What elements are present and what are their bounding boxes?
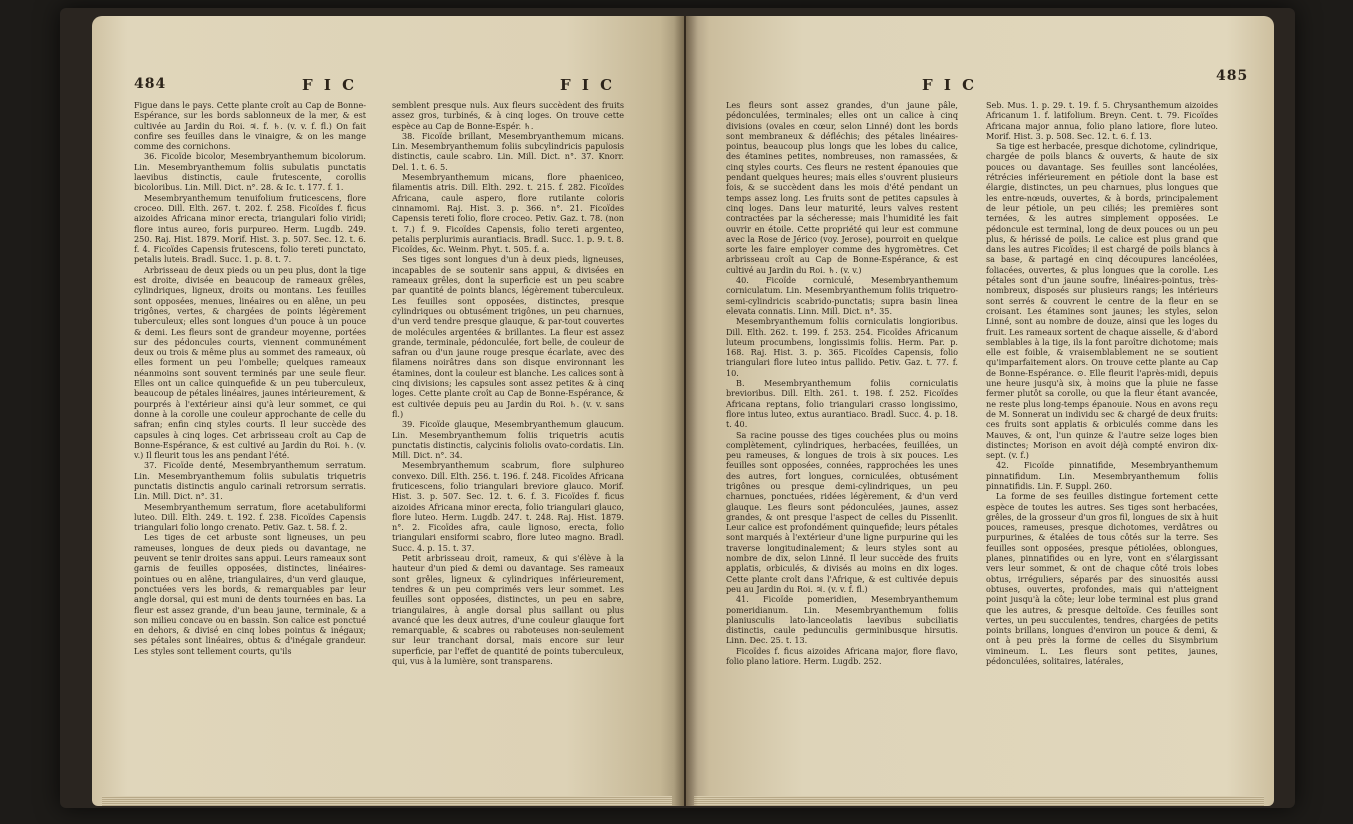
paragraph: 36. Ficoïde bicolor, Mesembryanthemum bicolorum. Lin. Mesembryanthemum foliis subulatis punctatis laevibus distinctis, caule frutescente, corollis bicoloribus. Lin. Mill. Dict. n°. 28. & Ic. t. 177. f. 1. <box>134 151 366 193</box>
paragraph: 37. Ficoïde denté, Mesembryanthemum serratum. Lin. Mesembryanthemum foliis subulatis triquetris punctatis distinctis angulo carinali retrorsum serratis. Lin. Mill. Dict. n°. 31. <box>134 460 366 502</box>
page-edges <box>694 796 1264 806</box>
paragraph: Les fleurs sont assez grandes, d'un jaune pâle, pédonculées, terminales; elles ont un calice à cinq divisions (ovales en cœur, selon Linné) dont les bords sont membraneux & défléchis; des pétales linéaires-pointus, beaucoup plus longs que les lobes du calice, des étamines petites, nombreuses, non ramassées, & cinq styles courts. Ces fleurs ne restent épanouies que pendant quelques heures; mais elles s'ouvrent plusieurs fois, & se succèdent dans les mois d'été pendant un temps assez long. Les fruits sont de petites capsules à cinq loges. Dans leur maturité, leurs valves restent contractées par la sécheresse; mais l'humidité les fait ouvrir en étoile. Cette propriété qui leur est commune avec la Rose de Jérico (voy. Jerose), pourroit en quelque sorte les faire employer comme des hygromètres. Cet arbrisseau croît au Cap de Bonne-Espérance, & est cultivé au Jardin du Roi. ♄. (v. v.) <box>726 100 958 275</box>
left-running-head-right: F I C <box>560 76 616 94</box>
paragraph: La forme de ses feuilles distingue fortement cette espèce de toutes les autres. Ses tiges sont herbacées, grêles, de la grosseur d'un gros fil, longues de six à huit pouces, rameuses, presque dichotomes, verdâtres ou purpurines, & étalées de tous côtés sur la terre. Ses feuilles sont opposées, presque pétiolées, oblongues, planes, pinnatifides ou en lyre, vont en s'élargissant vers leur sommet, & ont de chaque côté trois lobes obtus, irréguliers, séparés par des sinuosités aussi obtuses, ouvertes, profondes, mais qui n'atteignent point jusqu'à la côte; leur lobe terminal est plus grand que les autres, & presque deltoïde. Ces feuilles sont vertes, un peu succulentes, tendres, chargées de petits points brillans, longues d'environ un pouce & demi, & ont à peu près la forme de celles du Sisymbrium vimineum. L. Les fleurs sont petites, jaunes, pédonculées, solitaires, latérales, <box>986 491 1218 667</box>
paragraph: Mesembryanthemum foliis corniculatis longioribus. Dill. Elth. 262. t. 199. f. 253. 254. Ficoïdes Africanum luteum procumbens, longissimis foliis. Herm. Par. p. 168. Raj. Hist. 3. p. 365. Ficoïdes Capensis, folio triangulari flore luteo intus pallido. Petiv. Gaz. t. 77. f. 10. <box>726 316 958 378</box>
right-column-1 <box>726 100 958 666</box>
paragraph: Ficoïdes f. ficus aizoides Africana major, flore flavo, folio plano latiore. Herm. Lugdb. 252. <box>726 645 958 667</box>
paragraph: Seb. Mus. 1. p. 29. t. 19. f. 5. Chrysanthemum aizoides Africanum 1. f. latifolium. Breyn. Cent. t. 79. Ficoïdes Africana major annua, folio plano latiore, flore luteo. Morif. Hist. 3. p. 508. Sec. 12. t. 6. f. 13. <box>986 100 1218 141</box>
paragraph: Les tiges de cet arbuste sont ligneuses, un peu rameuses, longues de deux pieds ou davantage, ne peuvent se tenir droites sans appui. Leurs rameaux sont garnis de feuilles opposées, distinctes, linéaires-pointues ou en alêne, triangulaires, d'un verd glauque, ponctuées vers les bords, & remarquables par leur angle dorsal, qui est muni de dents tournées en bas. La fleur est assez grande, d'un beau jaune, terminale, & a son milieu concave ou en bassin. Son calice est ponctué en dehors, & divisé en cinq lobes pointus & inégaux; ses pétales sont linéaires, obtus & d'inégale grandeur. Les styles sont tellement courts, qu'ils <box>134 532 366 656</box>
right-column-2 <box>986 100 1218 666</box>
left-page <box>92 16 684 806</box>
left-column-2 <box>392 100 624 666</box>
paragraph: Mesembryanthemum micans, flore phaeniceo, filamentis atris. Dill. Elth. 292. t. 215. f. 282. Ficoïdes Africana, caule aspero, flore rutilante coloris cinnamomi. Raj. Hist. 3. p. 366. n°. 21. Ficoïdes Capensis tereti folio, flore croceo. Petiv. Gaz. t. 78. (non t. 7.) f. 9. Ficoïdes Capensis, folio tereti argenteo, petalis perplurimis aurantiacis. Bradl. Succ. 1. p. 9. t. 8. Ficoïdes, &c. Weinm. Phyt. t. 505. f. a. <box>392 172 624 255</box>
paragraph: 39. Ficoïde glauque, Mesembryanthemum glaucum. Lin. Mesembryanthemum foliis triquetris acutis punctatis distinctis, calycinis foliolis ovato-cordatis. Lin. Mill. Dict. n°. 34. <box>392 419 624 461</box>
paragraph: B. Mesembryanthemum foliis corniculatis brevioribus. Dill. Elth. 261. t. 198. f. 252. Ficoïdes Africana reptans, folio triangulari crasso longissimo, flore intus luteo, extus aurantiaco. Bradl. Succ. 4. p. 18. t. 40. <box>726 378 958 430</box>
paragraph: 38. Ficoïde brillant, Mesembryanthemum micans. Lin. Mesembryanthemum foliis subcylindricis papulosis distinctis, caule scabro. Lin. Mill. Dict. n°. 37. Knorr. Del. 1. t. 6. 5. <box>392 130 624 172</box>
paragraph: Mesembryanthemum tenuifolium fruticescens, flore croceo. Dill. Elth. 267. t. 202. f. 258. Ficoïdes f. ficus aizoides Africana minor erecta, triangulari folio viridi; flore intus aureo, foris purpureo. Herm. Lugdb. 249. 250. Raj. Hist. 1879. Morif. Hist. 3. p. 507. Sec. 12. t. 6. f. 4. Ficoïdes Capensis frutescens, folio tereti punctato, petalis luteis. Bradl. Succ. 1. p. 8. t. 7. <box>134 192 366 265</box>
paragraph: Ses tiges sont longues d'un à deux pieds, ligneuses, incapables de se soutenir sans appui, & divisées en rameaux grêles, dont la superficie est un peu scabre par quantité de points blancs, légèrement tuberculeux. Les feuilles sont opposées, distinctes, presque cylindriques ou obtusément trigônes, un peu charnues, d'un verd tendre presque glauque, & par-tout couvertes de molécules argentées & brillantes. La fleur est assez grande, terminale, pédonculée, fort belle, de couleur de safran ou d'un jaune rouge presque écarlate, avec des filamens noirâtres dans son disque environnant les étamines, dont la couleur est blanche. Les calices sont à cinq divisions; les capsules sont assez petites & à cinq loges. Cette plante croît au Cap de Bonne-Espérance, & est cultivée depuis peu au Jardin du Roi. ♄. (v. v. sans fl.) <box>392 254 624 419</box>
paragraph: 41. Ficoïde pomeridien, Mesembryanthemum pomeridianum. Lin. Mesembryanthemum foliis planiusculis lato-lanceolatis laevibus subciliatis distinctis, caule pedunculis germinibusque hirsutis. Linn. Dec. 25. t. 13. <box>726 594 958 646</box>
paragraph: Sa racine pousse des tiges couchées plus ou moins complètement, cylindriques, herbacées, feuillées, un peu rameuses, & longues de trois à six pouces. Les feuilles sont opposées, connées, rapprochées les unes des autres, fort longues, corniculées, obtusément trigônes ou presque demi-cylindriques, un peu charnues, ponctuées, ridées légèrement, & d'un verd glauque. Les fleurs sont pédonculées, jaunes, assez grandes, & ont presque l'aspect de celles du Pissenlit. Leur calice est profondément quinquefide; leurs pétales sont marqués à l'extérieur d'une ligne purpurine qui les traverse longitudinalement; & leurs styles sont au nombre de dix, selon Linné. Il leur succède des fruits applatis, orbiculés, & divisés au moins en dix loges. Cette plante croît dans l'Afrique, & est cultivée depuis peu au Jardin du Roi. ♃. (v. v. f. fl.) <box>726 429 958 594</box>
right-page-number: 485 <box>1216 68 1249 84</box>
paragraph: Mesembryanthemum scabrum, flore sulphureo convexo. Dill. Elth. 256. t. 196. f. 248. Ficoïdes Africana fruticescens, folio triangulari breviore glauco. Morif. Hist. 3. p. 507. Sec. 12. t. 6. f. 3. Ficoïdes f. ficus aizoides Africana minor erecta, folio triangulari glauco, flore luteo. Herm. Lugdb. 247. t. 248. Raj. Hist. 1879. n°. 2. Ficoïdes afra, caule lignoso, erecta, folio triangulari ensiformi scabro, flore luteo magno. Bradl. Succ. 4. p. 15. t. 37. <box>392 460 624 553</box>
left-column-1 <box>134 100 366 656</box>
right-page <box>686 16 1274 806</box>
paragraph: 40. Ficoïde corniculé, Mesembryanthemum corniculatum. Lin. Mesembryanthemum foliis triquetro-semi-cylindricis scabrido-punctatis; supra basin linea elevata connatis. Linn. Mill. Dict. n°. 35. <box>726 275 958 316</box>
paragraph: semblent presque nuls. Aux fleurs succèdent des fruits assez gros, turbinés, & à cinq loges. On trouve cette espèce au Cap de Bonne-Espér. ♄. <box>392 100 624 131</box>
left-running-head: F I C <box>302 76 358 94</box>
paragraph: Sa tige est herbacée, presque dichotome, cylindrique, chargée de poils blancs & ouverts, & haute de six pouces ou davantage. Ses feuilles sont lancéolées, rétrécies inférieurement en pétiole dont la base est élargie, distinctes, un peu charnues, plus longues que les entre-nœuds, ouvertes, & à bords, principalement de leur pétiole, un peu ciliés; les premières sont ternées, & les autres simplement opposées. Le pédoncule est terminal, long de deux pouces ou un peu plus, & hérissé de poils. Le calice est plus grand que dans les autres Ficoïdes; il est chargé de poils blancs à sa base, & partagé en cinq découpures lancéolées, foliacées, ouvertes, & plus longues que la corolle. Les pétales sont d'un jaune soufre, linéaires-pointus, très-nombreux, disposés sur plusieurs rangs; les intérieurs sont serrés & couvrent le centre de la fleur en se croisant. Les étamines sont jaunes; les styles, selon Linné, sont au nombre de douze, ainsi que les loges du fruit. Les rameaux sortent de chaque aisselle, & d'abord semblables à la tige, ils la font paroître dichotome; mais elle est foible, & vraisemblablement ne se soutient qu'imparfaitement alors. On trouve cette plante au Cap de Bonne-Espérance. ⊙. Elle fleurit l'après-midi, depuis une heure jusqu'à six, à moins que la pluie ne fasse fermer plutôt sa corolle, ou que la fleur étant avancée, ne reste plus long-temps épanouie. Nous en avons reçu de M. Sonnerat un individu sec & chargé de deux fruits: ces fruits sont applatis & orbiculés comme dans les Mauves, & ont, l'un quinze & l'autre seize loges bien distinctes; Morison en avoit déjà compté environ dix-sept. (v. f.) <box>986 141 1218 461</box>
paragraph: 42. Ficoïde pinnatifide, Mesembryanthemum pinnatifidum. Lin. Mesembryanthemum foliis pinnatifidis. Lin. F. Suppl. 260. <box>986 460 1218 491</box>
paragraph: Arbrisseau de deux pieds ou un peu plus, dont la tige est droite, divisée en beaucoup de rameaux grêles, cylindriques, ligneux, droits ou montans. Les feuilles sont opposées, menues, linéaires ou en alêne, un peu trigônes, vertes, & chargées de points légèrement tuberculeux; elles sont longues d'un pouce à un pouce & demi. Les fleurs sont de grandeur moyenne, portées sur des pédoncules courts, viennent communément deux ou trois & même plus au sommet des rameaux, où elles forment un peu l'ombelle; quelques rameaux néanmoins sont souvent terminés par une seule fleur. Elles ont un calice quinquefide & un peu tuberculeux, beaucoup de pétales linéaires, jaunes intérieurement, & pourprés à l'extérieur ainsi qu'à leur sommet, ce qui donne à la corolle une couleur approchante de celle du safran; enfin cinq styles courts. Il leur succède des capsules à cinq loges. Cet arbrisseau croît au Cap de Bonne-Espérance, & est cultivé au Jardin du Roi. ♄. (v. v.) Il fleurit tous les ans pendant l'été. <box>134 264 366 461</box>
right-running-head: F I C <box>922 76 978 94</box>
page-edges <box>102 796 672 806</box>
paragraph: Petit arbrisseau droit, rameux, & qui s'élève à la hauteur d'un pied & demi ou davantage. Ses rameaux sont grêles, ligneux & cylindriques inférieurement, tendres & un peu comprimés vers leur sommet. Les feuilles sont opposées, distinctes, un peu en sabre, triangulaires, à angle dorsal plus saillant ou plus avancé que les deux autres, d'une couleur glauque fort remarquable, & scabres ou raboteuses non-seulement sur leur tranchant dorsal, mais encore sur leur superficie, par l'effet de quantité de points tuberculeux, qui, vus à la lumière, sont transparens. <box>392 553 624 667</box>
paragraph: Figue dans le pays. Cette plante croît au Cap de Bonne-Espérance, sur les bords sablonneux de la mer, & est cultivée au Jardin du Roi. ♃. f. ♄. (v. v. f. fl.) On fait confire ses feuilles dans le vinaigre, & on les mange comme des cornichons. <box>134 100 366 152</box>
left-page-number: 484 <box>134 76 167 92</box>
paragraph: Mesembryanthemum serratum, flore acetabuliformi luteo. Dill. Elth. 249. t. 192. f. 238. Ficoïdes Capensis triangulari folio longo crenato. Petiv. Gaz. t. 58. f. 2. <box>134 501 366 533</box>
